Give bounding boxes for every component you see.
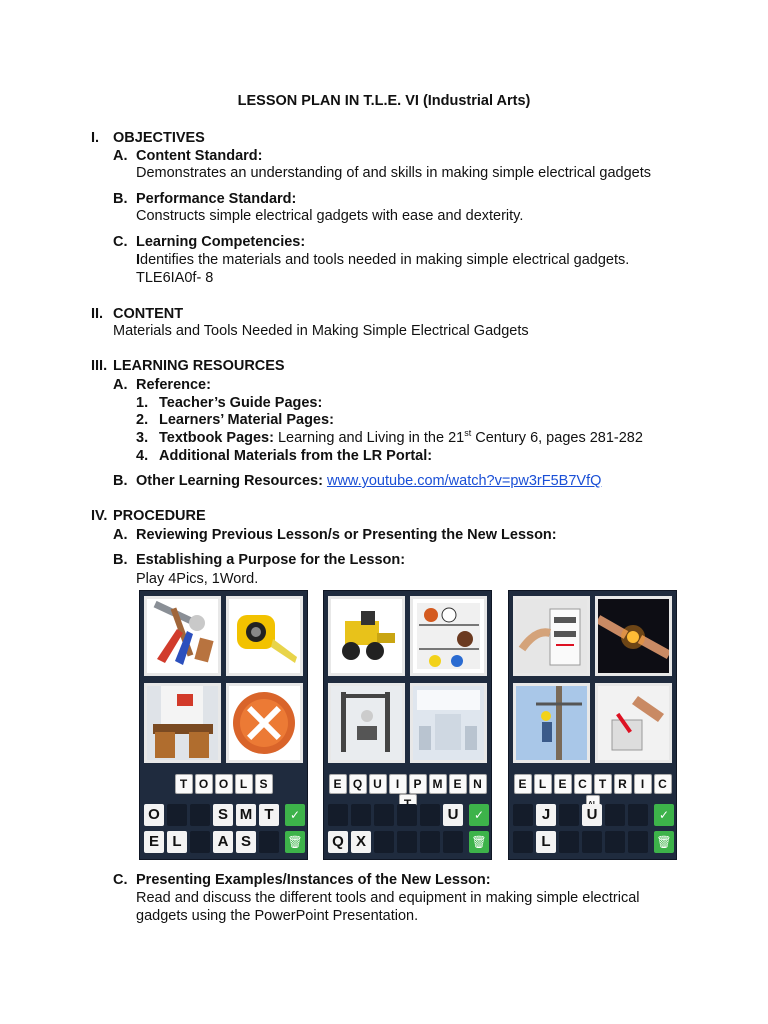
loader-truck-picture — [328, 596, 405, 676]
tool-belt-picture — [144, 683, 221, 763]
letter-tile[interactable]: U — [582, 804, 602, 826]
section-number: I. — [91, 130, 100, 146]
letter-tile[interactable]: L — [536, 831, 556, 853]
word-tile: I — [389, 774, 407, 794]
item-letter: B. — [113, 473, 128, 489]
textbook-line — [159, 430, 643, 446]
other-resources-line — [136, 473, 601, 489]
empty-letter-slot — [513, 804, 533, 826]
ref-num: 3. — [136, 430, 149, 446]
letter-tile[interactable]: S — [236, 831, 256, 853]
empty-letter-slot — [443, 831, 463, 853]
empty-letter-slot — [374, 804, 394, 826]
content-standard-label: Content Standard: — [136, 148, 263, 164]
empty-letter-slot — [328, 804, 348, 826]
empty-letter-slot — [420, 804, 440, 826]
empty-letter-slot — [190, 804, 210, 826]
empty-letter-slot — [559, 804, 579, 826]
section-heading: OBJECTIVES — [113, 130, 205, 146]
section-heading: CONTENT — [113, 306, 184, 322]
empty-letter-slot — [351, 804, 371, 826]
letter-tile[interactable]: E — [144, 831, 164, 853]
learners-material-label: Learners’ Material Pages: — [159, 412, 334, 428]
section-number: III. — [91, 358, 108, 374]
word-tile: C — [654, 774, 672, 794]
page-title: LESSON PLAN IN T.L.E. VI (Industrial Arts) — [237, 93, 531, 109]
item-letter: C. — [113, 872, 128, 888]
competency-code: TLE6IA0f- 8 — [136, 270, 214, 286]
pliers-hammer-picture — [144, 596, 221, 676]
answer-word — [140, 774, 307, 794]
word-tile: Q — [349, 774, 367, 794]
other-resources-label: Other Learning Resources: — [136, 473, 323, 489]
trash-icon[interactable]: 🗑 — [654, 831, 674, 853]
performance-standard-label: Performance Standard: — [136, 191, 297, 207]
letter-tile[interactable]: U — [443, 804, 463, 826]
word-tile: R — [614, 774, 632, 794]
learning-competencies-text — [136, 252, 629, 268]
word-tile: N — [469, 774, 487, 794]
presenting-text-2: gadgets using the PowerPoint Presentation. — [136, 908, 419, 924]
letter-row-1 — [144, 804, 282, 826]
empty-letter-slot — [513, 831, 533, 853]
game-panel-electric — [508, 590, 677, 860]
reviewing-label: Reviewing Previous Lesson/s or Presenting the New Lesson: — [136, 527, 557, 543]
presenting-label: Presenting Examples/Instances of the New Lesson: — [136, 872, 491, 888]
item-letter: B. — [113, 552, 128, 568]
ref-num: 2. — [136, 412, 149, 428]
word-tile: T — [175, 774, 193, 794]
word-tile: I — [634, 774, 652, 794]
performance-standard-text: Constructs simple electrical gadgets with ease and dexterity. — [136, 208, 524, 224]
lr-portal-label: Additional Materials from the LR Portal: — [159, 448, 433, 464]
word-tile: O — [195, 774, 213, 794]
letter-tile[interactable]: T — [259, 804, 279, 826]
electric-panel-picture — [513, 596, 590, 676]
teachers-guide-label: Teacher’s Guide Pages: — [159, 395, 323, 411]
word-tile: P — [409, 774, 427, 794]
learning-competencies-label: Learning Competencies: — [136, 234, 306, 250]
lab-equipment-picture — [410, 683, 487, 763]
word-tile: L — [534, 774, 552, 794]
game-panel-equipment — [323, 590, 492, 860]
section-number: II. — [91, 306, 104, 322]
textbook-label: Textbook Pages: — [159, 430, 274, 446]
empty-letter-slot — [582, 831, 602, 853]
empty-letter-slot — [397, 831, 417, 853]
letter-tile[interactable]: S — [213, 804, 233, 826]
letter-row-2 — [144, 831, 282, 853]
tape-measure-picture — [226, 596, 303, 676]
electric-spark-hands-picture — [595, 596, 672, 676]
textbook-text-post: Century 6, pages 281-282 — [471, 430, 643, 446]
lineman-pole-picture — [513, 683, 590, 763]
letter-row-1 — [328, 804, 466, 826]
empty-letter-slot — [190, 831, 210, 853]
word-tile: T — [594, 774, 612, 794]
empty-letter-slot — [628, 804, 648, 826]
word-tile: E — [554, 774, 572, 794]
word-tile: S — [255, 774, 273, 794]
letter-tile[interactable]: Q — [328, 831, 348, 853]
empty-letter-slot — [420, 831, 440, 853]
empty-letter-slot — [559, 831, 579, 853]
trash-icon[interactable]: 🗑 — [469, 831, 489, 853]
youtube-link[interactable]: www.youtube.com/watch?v=pw3rF5B7VfQ — [326, 473, 602, 489]
letter-tile[interactable]: L — [167, 831, 187, 853]
letter-tile[interactable]: M — [236, 804, 256, 826]
check-icon[interactable]: ✓ — [654, 804, 674, 826]
letter-tile[interactable]: X — [351, 831, 371, 853]
letter-row-1 — [513, 804, 651, 826]
word-tile: U — [369, 774, 387, 794]
item-letter: A. — [113, 527, 128, 543]
purpose-label: Establishing a Purpose for the Lesson: — [136, 552, 406, 568]
empty-letter-slot — [167, 804, 187, 826]
item-letter: C. — [113, 234, 128, 250]
textbook-sup: st — [464, 428, 472, 439]
word-tile: E — [329, 774, 347, 794]
reference-label: Reference: — [136, 377, 211, 393]
first-letter: I — [136, 252, 141, 268]
empty-letter-slot — [374, 831, 394, 853]
item-letter: B. — [113, 191, 128, 207]
letter-tile[interactable]: J — [536, 804, 556, 826]
competency-text: dentifies the materials and tools needed in making simple electrical gadgets. — [140, 252, 630, 268]
letter-row-2 — [328, 831, 466, 853]
section-number: IV. — [91, 508, 108, 524]
sports-equipment-rack-picture — [410, 596, 487, 676]
textbook-text: Learning and Living in the 21 — [277, 430, 465, 446]
word-tile: E — [449, 774, 467, 794]
word-tile: E — [514, 774, 532, 794]
word-tile: O — [215, 774, 233, 794]
item-letter: A. — [113, 148, 128, 164]
empty-letter-slot — [628, 831, 648, 853]
gym-equipment-picture — [328, 683, 405, 763]
trash-icon[interactable]: 🗑 — [285, 831, 305, 853]
letter-tile[interactable]: A — [213, 831, 233, 853]
check-icon[interactable]: ✓ — [469, 804, 489, 826]
content-standard-text: Demonstrates an understanding of and skills in making simple electrical gadgets — [136, 165, 652, 181]
empty-letter-slot — [605, 831, 625, 853]
word-tile: M — [429, 774, 447, 794]
game-panel-tools — [139, 590, 308, 860]
section-heading: PROCEDURE — [113, 508, 206, 524]
content-text: Materials and Tools Needed in Making Simple Electrical Gadgets — [113, 323, 529, 339]
outlet-screwdriver-picture — [595, 683, 672, 763]
word-tile: L — [235, 774, 253, 794]
section-heading: LEARNING RESOURCES — [113, 358, 285, 374]
empty-letter-slot — [397, 804, 417, 826]
wrench-screwdriver-badge-picture — [226, 683, 303, 763]
item-letter: A. — [113, 377, 128, 393]
ref-num: 1. — [136, 395, 149, 411]
letter-tile[interactable]: O — [144, 804, 164, 826]
empty-letter-slot — [259, 831, 279, 853]
check-icon[interactable]: ✓ — [285, 804, 305, 826]
empty-letter-slot — [605, 804, 625, 826]
ref-num: 4. — [136, 448, 149, 464]
presenting-text-1: Read and discuss the different tools and equipment in making simple electrical — [136, 890, 640, 906]
letter-row-2 — [513, 831, 651, 853]
purpose-text: Play 4Pics, 1Word. — [136, 571, 259, 587]
word-tile: C — [574, 774, 592, 794]
